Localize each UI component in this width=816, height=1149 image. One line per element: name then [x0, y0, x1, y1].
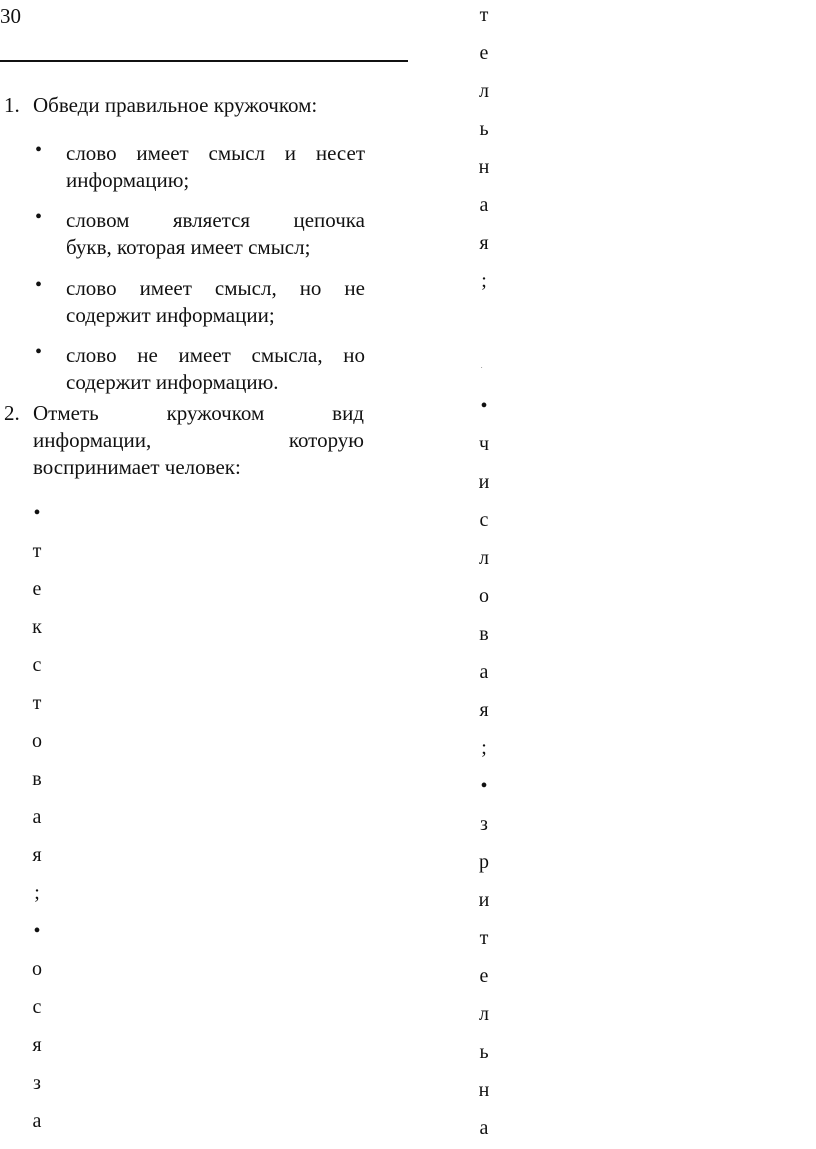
vertical-letter: о [32, 730, 42, 752]
option-1-line-1: слово имеет смысл и несет [66, 141, 365, 165]
option-4-text [66, 342, 365, 396]
vertical-letter: е [32, 578, 42, 600]
option-2-line-1: словом является цепочка [66, 208, 365, 232]
question-2-number: 2. [4, 401, 20, 425]
vertical-letter: а [479, 194, 489, 216]
vertical-letter: к [32, 616, 42, 638]
option-1-line-2: информацию; [66, 168, 190, 192]
option-4-line-1: слово не имеет смысла, но [66, 343, 365, 367]
bullet-icon: • [35, 139, 43, 161]
vertical-letter: с [32, 654, 42, 676]
bullet-icon: • [33, 502, 41, 524]
header-rule [0, 60, 408, 62]
bullet-icon: • [480, 395, 488, 417]
vertical-letter: н [478, 1079, 490, 1101]
bullet-icon: • [35, 274, 43, 296]
vertical-letter: ь [479, 1041, 489, 1063]
vertical-letter: а [32, 1110, 42, 1132]
vertical-letter: в [32, 768, 42, 790]
vertical-letter: о [479, 585, 489, 607]
vertical-letter: с [479, 509, 489, 531]
vertical-letter: ь [479, 118, 489, 140]
option-3-line-1: слово имеет смысл, но не [66, 276, 365, 300]
vertical-letter: и [478, 889, 490, 911]
vertical-letter: а [479, 661, 489, 683]
option-4[interactable] [35, 342, 365, 396]
vertical-letter: я [479, 699, 489, 721]
vertical-letter: о [32, 958, 42, 980]
question-2-line-1: Отметь кружочком вид [33, 401, 364, 425]
bullet-icon: • [33, 920, 41, 942]
vertical-letter: ; [481, 270, 487, 292]
vertical-letter: я [32, 1034, 42, 1056]
vertical-letter: н [478, 156, 490, 178]
vertical-letter: с [32, 996, 42, 1018]
option-3-text [66, 275, 365, 329]
stray-mark: . [481, 364, 483, 370]
bullet-icon: • [35, 341, 43, 363]
question-2-text [33, 400, 364, 481]
question-1-text: Обведи правильное кружочком: [33, 93, 318, 117]
vertical-letter: т [32, 540, 42, 562]
vertical-letter: ; [34, 882, 40, 904]
question-2-line-2: информации, которую [33, 428, 364, 452]
vertical-letter: л [479, 80, 489, 102]
question-1-number: 1. [4, 93, 20, 117]
vertical-letter: л [479, 1003, 489, 1025]
question-1 [0, 92, 364, 119]
vertical-letter: т [479, 927, 489, 949]
vertical-letter: а [479, 1117, 489, 1139]
vertical-letter: е [479, 42, 489, 64]
option-2-text [66, 207, 365, 261]
vertical-letter: а [32, 806, 42, 828]
option-2[interactable] [35, 207, 365, 261]
vertical-letter: ч [478, 433, 490, 455]
option-1[interactable] [35, 140, 365, 194]
vertical-letter: т [32, 692, 42, 714]
vertical-letter: т [479, 4, 489, 26]
vertical-letter: р [479, 851, 489, 873]
bullet-icon: • [35, 206, 43, 228]
option-1-text [66, 140, 365, 194]
question-2 [0, 400, 364, 481]
page-number: 30 [0, 4, 21, 28]
vertical-letter: я [479, 232, 489, 254]
option-3[interactable] [35, 275, 365, 329]
vertical-letter: в [479, 623, 489, 645]
vertical-letter: ; [481, 737, 487, 759]
vertical-letter: я [32, 844, 42, 866]
bullet-icon: • [480, 775, 488, 797]
vertical-letter: з [480, 813, 488, 835]
vertical-letter: е [479, 965, 489, 987]
vertical-letter: з [33, 1072, 41, 1094]
vertical-letter: л [479, 547, 489, 569]
option-3-line-2: содержит информации; [66, 303, 275, 327]
question-2-line-3: воспринимает человек: [33, 455, 241, 479]
option-2-line-2: букв, которая имеет смысл; [66, 235, 311, 259]
option-4-line-2: содержит информацию. [66, 370, 279, 394]
vertical-letter: и [478, 471, 490, 493]
